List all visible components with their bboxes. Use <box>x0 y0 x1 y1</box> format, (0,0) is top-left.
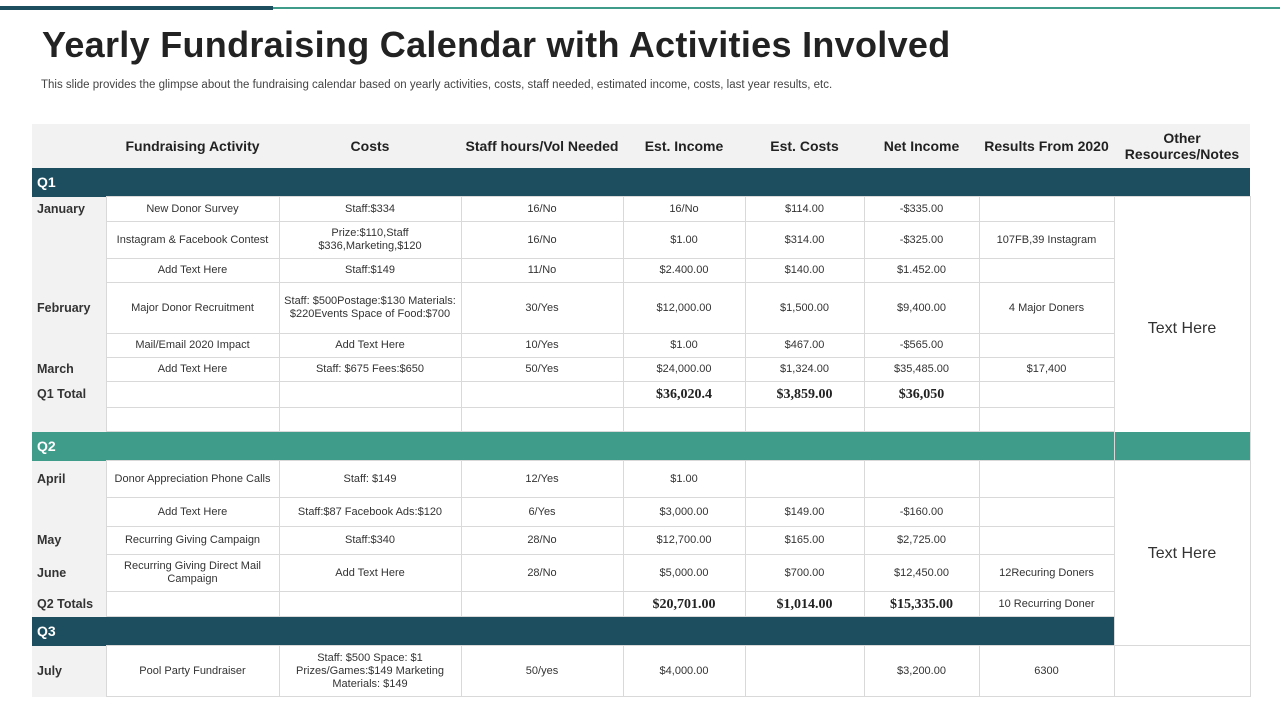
total-label: Q1 Total <box>32 382 106 408</box>
empty-cell <box>979 408 1114 432</box>
activity-cell: Donor Appreciation Phone Calls <box>106 461 279 498</box>
header-est-costs: Est. Costs <box>745 124 864 168</box>
estcosts-cell: $467.00 <box>745 334 864 358</box>
header-net-income: Net Income <box>864 124 979 168</box>
month-cell <box>32 334 106 358</box>
staff-cell: 16/No <box>461 222 623 259</box>
income-cell: $1.00 <box>623 334 745 358</box>
net-cell: $9,400.00 <box>864 283 979 334</box>
staff-cell: 50/Yes <box>461 358 623 382</box>
table-row <box>32 555 1250 592</box>
month-cell <box>32 408 106 432</box>
staff-cell: 12/Yes <box>461 461 623 498</box>
month-cell <box>32 498 106 527</box>
activity-cell: Add Text Here <box>106 498 279 527</box>
total-estcosts: $3,859.00 <box>745 382 864 408</box>
header-staff: Staff hours/Vol Needed <box>461 124 623 168</box>
net-cell: $1.452.00 <box>864 259 979 283</box>
costs-cell: Staff:$149 <box>279 259 461 283</box>
empty-cell <box>623 408 745 432</box>
costs-cell: Add Text Here <box>279 334 461 358</box>
staff-cell: 10/Yes <box>461 334 623 358</box>
income-cell: $4,000.00 <box>623 646 745 697</box>
estcosts-cell: $165.00 <box>745 527 864 555</box>
q1-notes: Text Here <box>1114 197 1250 461</box>
activity-cell: Add Text Here <box>106 259 279 283</box>
header-month <box>32 124 106 168</box>
staff-cell: 16/No <box>461 197 623 222</box>
header-est-income: Est. Income <box>623 124 745 168</box>
net-cell: $35,485.00 <box>864 358 979 382</box>
activity-cell: Pool Party Fundraiser <box>106 646 279 697</box>
q3-header-row <box>32 617 1250 646</box>
costs-cell: Staff: $149 <box>279 461 461 498</box>
results-cell: $17,400 <box>979 358 1114 382</box>
q2-label: Q2 <box>32 432 1250 461</box>
net-cell: $2,725.00 <box>864 527 979 555</box>
header-row <box>32 124 1250 168</box>
table-row <box>32 461 1250 498</box>
month-cell: June <box>32 555 106 592</box>
month-cell: May <box>32 527 106 555</box>
total-estcosts: $1,014.00 <box>745 592 864 617</box>
q1-total-row <box>32 382 1250 408</box>
table-row <box>32 259 1250 283</box>
empty-cell <box>106 408 279 432</box>
costs-cell: Staff:$340 <box>279 527 461 555</box>
estcosts-cell: $700.00 <box>745 555 864 592</box>
table-row <box>32 334 1250 358</box>
empty-cell <box>1114 646 1250 697</box>
costs-cell: Staff: $500 Space: $1 Prizes/Games:$149 Marketing Materials: $149 <box>279 646 461 697</box>
results-cell <box>979 334 1114 358</box>
income-cell: 16/No <box>623 197 745 222</box>
q2-header-row <box>32 432 1250 461</box>
table-row <box>32 358 1250 382</box>
month-cell: March <box>32 358 106 382</box>
costs-cell: Staff: $500Postage:$130 Materials: $220Events Space of Food:$700 <box>279 283 461 334</box>
net-cell: -$565.00 <box>864 334 979 358</box>
staff-cell: 28/No <box>461 527 623 555</box>
results-cell: 6300 <box>979 646 1114 697</box>
activity-cell: Instagram & Facebook Contest <box>106 222 279 259</box>
net-cell: $12,450.00 <box>864 555 979 592</box>
costs-cell: Staff:$334 <box>279 197 461 222</box>
income-cell: $12,700.00 <box>623 527 745 555</box>
results-cell: 12Recuring Doners <box>979 555 1114 592</box>
estcosts-cell <box>745 461 864 498</box>
total-label: Q2 Totals <box>32 592 106 617</box>
staff-cell: 11/No <box>461 259 623 283</box>
month-cell: July <box>32 646 106 697</box>
header-costs: Costs <box>279 124 461 168</box>
month-cell <box>32 259 106 283</box>
income-cell: $5,000.00 <box>623 555 745 592</box>
estcosts-cell: $114.00 <box>745 197 864 222</box>
results-cell <box>979 498 1114 527</box>
results-cell <box>979 461 1114 498</box>
table-row <box>32 646 1250 697</box>
costs-cell: Add Text Here <box>279 555 461 592</box>
costs-cell: Staff:$87 Facebook Ads:$120 <box>279 498 461 527</box>
activity-cell: Major Donor Recruitment <box>106 283 279 334</box>
results-cell: 107FB,39 Instagram <box>979 222 1114 259</box>
estcosts-cell: $314.00 <box>745 222 864 259</box>
estcosts-cell: $140.00 <box>745 259 864 283</box>
income-cell: $1.00 <box>623 461 745 498</box>
net-cell: -$335.00 <box>864 197 979 222</box>
total-income: $20,701.00 <box>623 592 745 617</box>
estcosts-cell: $1,324.00 <box>745 358 864 382</box>
q1-header-row <box>32 168 1250 197</box>
net-cell: $3,200.00 <box>864 646 979 697</box>
income-cell: $12,000.00 <box>623 283 745 334</box>
total-income: $36,020.4 <box>623 382 745 408</box>
costs-cell: Staff: $675 Fees:$650 <box>279 358 461 382</box>
q2-notes: Text Here <box>1114 461 1250 646</box>
empty-cell <box>461 592 623 617</box>
empty-cell <box>461 408 623 432</box>
empty-cell <box>279 382 461 408</box>
activity-cell: Recurring Giving Direct Mail Campaign <box>106 555 279 592</box>
activity-cell: Recurring Giving Campaign <box>106 527 279 555</box>
table-row <box>32 222 1250 259</box>
estcosts-cell: $1,500.00 <box>745 283 864 334</box>
results-cell <box>979 197 1114 222</box>
estcosts-cell: $149.00 <box>745 498 864 527</box>
staff-cell: 6/Yes <box>461 498 623 527</box>
income-cell: $1.00 <box>623 222 745 259</box>
results-cell <box>979 527 1114 555</box>
empty-cell <box>106 592 279 617</box>
month-cell: February <box>32 283 106 334</box>
net-cell: -$160.00 <box>864 498 979 527</box>
header-activity: Fundraising Activity <box>106 124 279 168</box>
income-cell: $2.400.00 <box>623 259 745 283</box>
spacer-row <box>32 408 1250 432</box>
page-subtitle: This slide provides the glimpse about the fundraising calendar based on yearly activities, costs, staff needed, estimated income, costs, last year results, etc. <box>41 79 833 91</box>
total-net: $15,335.00 <box>864 592 979 617</box>
page-title: Yearly Fundraising Calendar with Activities Involved <box>42 24 951 65</box>
net-cell <box>864 461 979 498</box>
total-results: 10 Recurring Doner <box>979 592 1114 617</box>
total-net: $36,050 <box>864 382 979 408</box>
empty-cell <box>279 408 461 432</box>
staff-cell: 30/Yes <box>461 283 623 334</box>
net-cell: -$325.00 <box>864 222 979 259</box>
fundraising-calendar-table <box>32 124 1251 697</box>
costs-cell: Prize:$110,Staff $336,Marketing,$120 <box>279 222 461 259</box>
income-cell: $3,000.00 <box>623 498 745 527</box>
table-row <box>32 527 1250 555</box>
empty-cell <box>864 408 979 432</box>
activity-cell: Mail/Email 2020 Impact <box>106 334 279 358</box>
results-cell <box>979 259 1114 283</box>
income-cell: $24,000.00 <box>623 358 745 382</box>
staff-cell: 50/yes <box>461 646 623 697</box>
empty-cell <box>106 382 279 408</box>
month-cell: January <box>32 197 106 222</box>
month-cell <box>32 222 106 259</box>
accent-bar-light <box>273 7 1280 9</box>
empty-cell <box>279 592 461 617</box>
q1-label: Q1 <box>32 168 1250 197</box>
staff-cell: 28/No <box>461 555 623 592</box>
results-cell: 4 Major Doners <box>979 283 1114 334</box>
empty-cell <box>979 382 1114 408</box>
header-results: Results From 2020 <box>979 124 1114 168</box>
table-row <box>32 197 1250 222</box>
activity-cell: Add Text Here <box>106 358 279 382</box>
table-row <box>32 283 1250 334</box>
q3-label: Q3 <box>32 617 1114 646</box>
header-notes: Other Resources/Notes <box>1114 124 1250 168</box>
activity-cell: New Donor Survey <box>106 197 279 222</box>
table-row <box>32 498 1250 527</box>
estcosts-cell <box>745 646 864 697</box>
q2-total-row <box>32 592 1250 617</box>
month-cell: April <box>32 461 106 498</box>
accent-bar-dark <box>0 6 273 10</box>
empty-cell <box>461 382 623 408</box>
empty-cell <box>745 408 864 432</box>
